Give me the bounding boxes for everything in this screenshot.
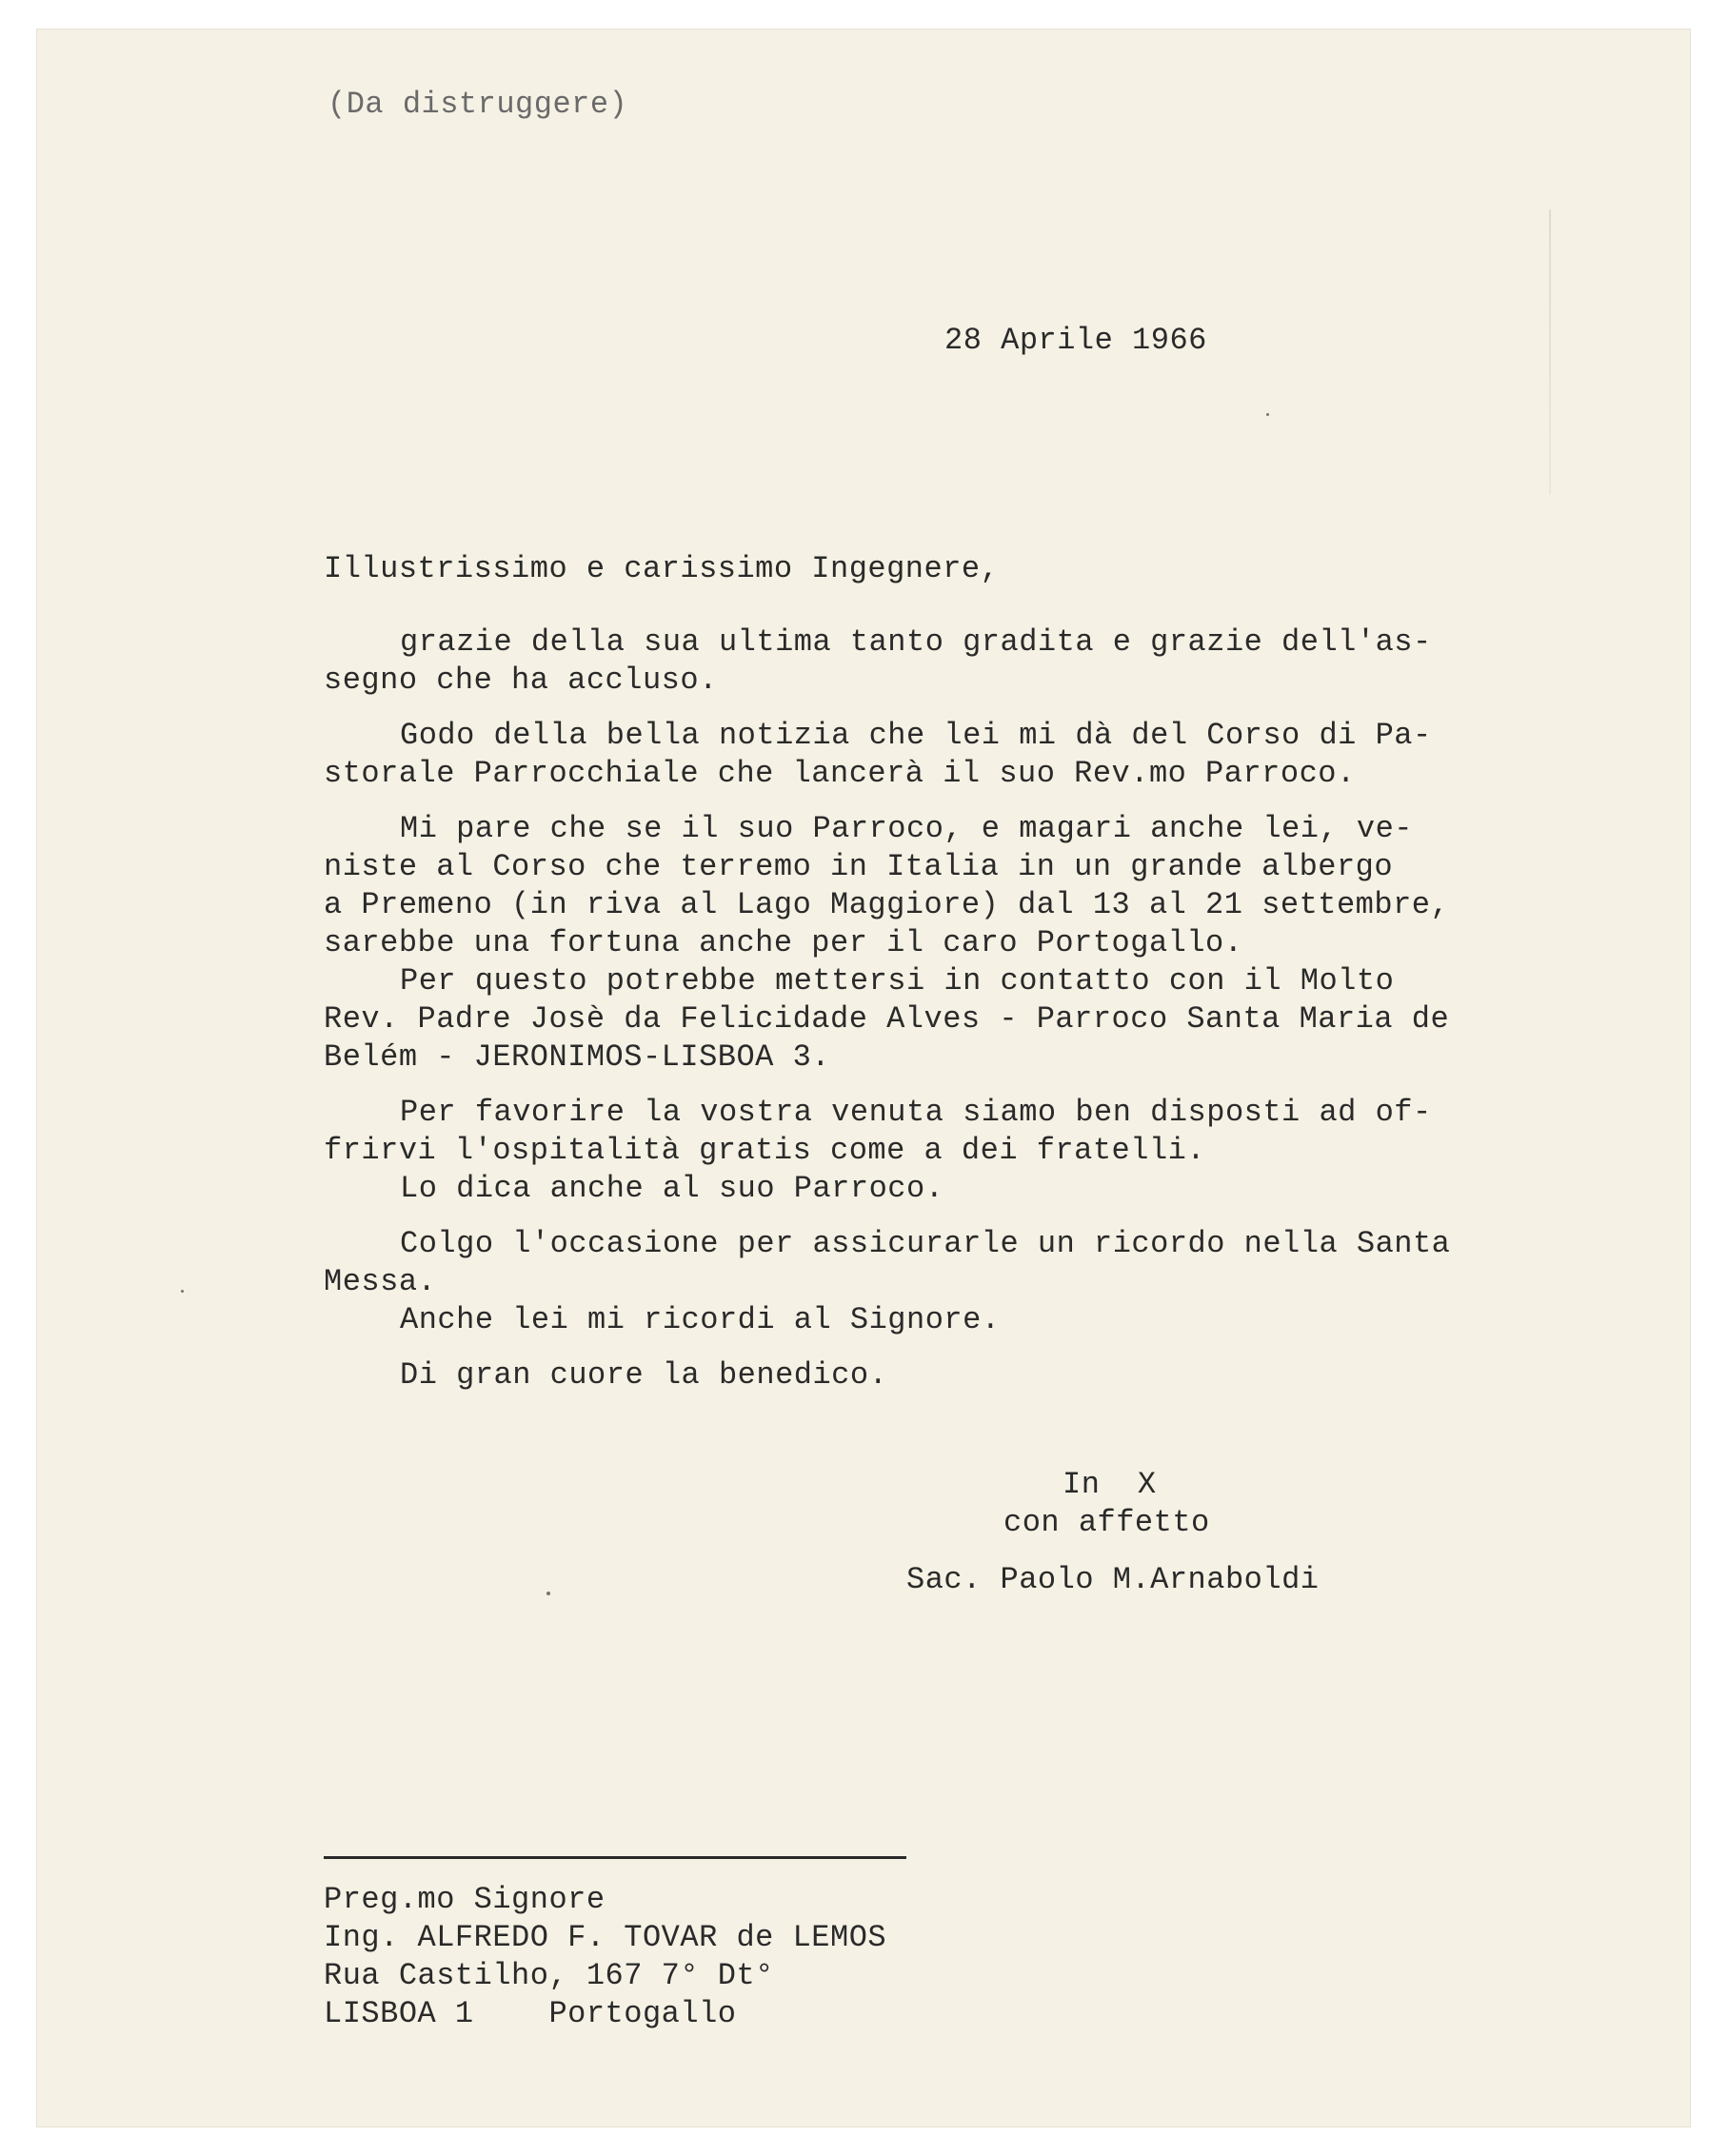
address-line: Rua Castilho, 167 7° Dt° [324, 1958, 774, 1993]
body-line: Godo della bella notizia che lei mi dà del Corso di Pa- [400, 718, 1432, 753]
letter-date: 28 Aprile 1966 [944, 323, 1207, 358]
address-line: LISBOA 1 Portogallo [324, 1996, 737, 2031]
salutation: Illustrissimo e carissimo Ingegnere, [324, 551, 1000, 586]
body-line: storale Parrocchiale che lancerà il suo Rev.mo Parroco. [324, 756, 1356, 791]
paper-speck [181, 1290, 184, 1293]
body-line: Per questo potrebbe mettersi in contatto con il Molto [400, 963, 1395, 999]
body-line: a Premeno (in riva al Lago Maggiore) dal 13 al 21 settembre, [324, 887, 1450, 922]
paper-speck [546, 1592, 550, 1595]
address-line: Preg.mo Signore [324, 1882, 606, 1917]
body-line: Messa. [324, 1264, 437, 1299]
body-line: sarebbe una fortuna anche per il caro Portogallo. [324, 925, 1243, 960]
body-line: Di gran cuore la benedico. [400, 1357, 888, 1393]
body-line: niste al Corso che terremo in Italia in un grande albergo [324, 849, 1394, 884]
body-line: segno che ha accluso. [324, 663, 718, 698]
paper-fold-mark [1549, 209, 1551, 495]
closing-cross: In X [1063, 1467, 1157, 1502]
closing-affection: con affetto [1003, 1505, 1210, 1540]
signature: Sac. Paolo M.Arnaboldi [906, 1562, 1320, 1597]
letter-sheet [36, 29, 1691, 2127]
address-line: Ing. ALFREDO F. TOVAR de LEMOS [324, 1920, 887, 1955]
paper-speck [1266, 413, 1269, 416]
body-line: Lo dica anche al suo Parroco. [400, 1171, 944, 1206]
destroy-note: (Da distruggere) [328, 87, 628, 122]
body-line: Anche lei mi ricordi al Signore. [400, 1302, 1001, 1337]
body-line: Mi pare che se il suo Parroco, e magari anche lei, ve- [400, 811, 1413, 846]
body-line: Per favorire la vostra venuta siamo ben disposti ad of- [400, 1095, 1432, 1130]
body-line: Rev. Padre Josè da Felicidade Alves - Parroco Santa Maria de [324, 1001, 1450, 1037]
body-line: Belém - JERONIMOS-LISBOA 3. [324, 1039, 830, 1075]
address-separator-line [324, 1856, 906, 1859]
body-line: grazie della sua ultima tanto gradita e grazie dell'as- [400, 624, 1432, 660]
body-line: frirvi l'ospitalità gratis come a dei fratelli. [324, 1133, 1206, 1168]
body-line: Colgo l'occasione per assicurarle un ricordo nella Santa [400, 1226, 1451, 1261]
